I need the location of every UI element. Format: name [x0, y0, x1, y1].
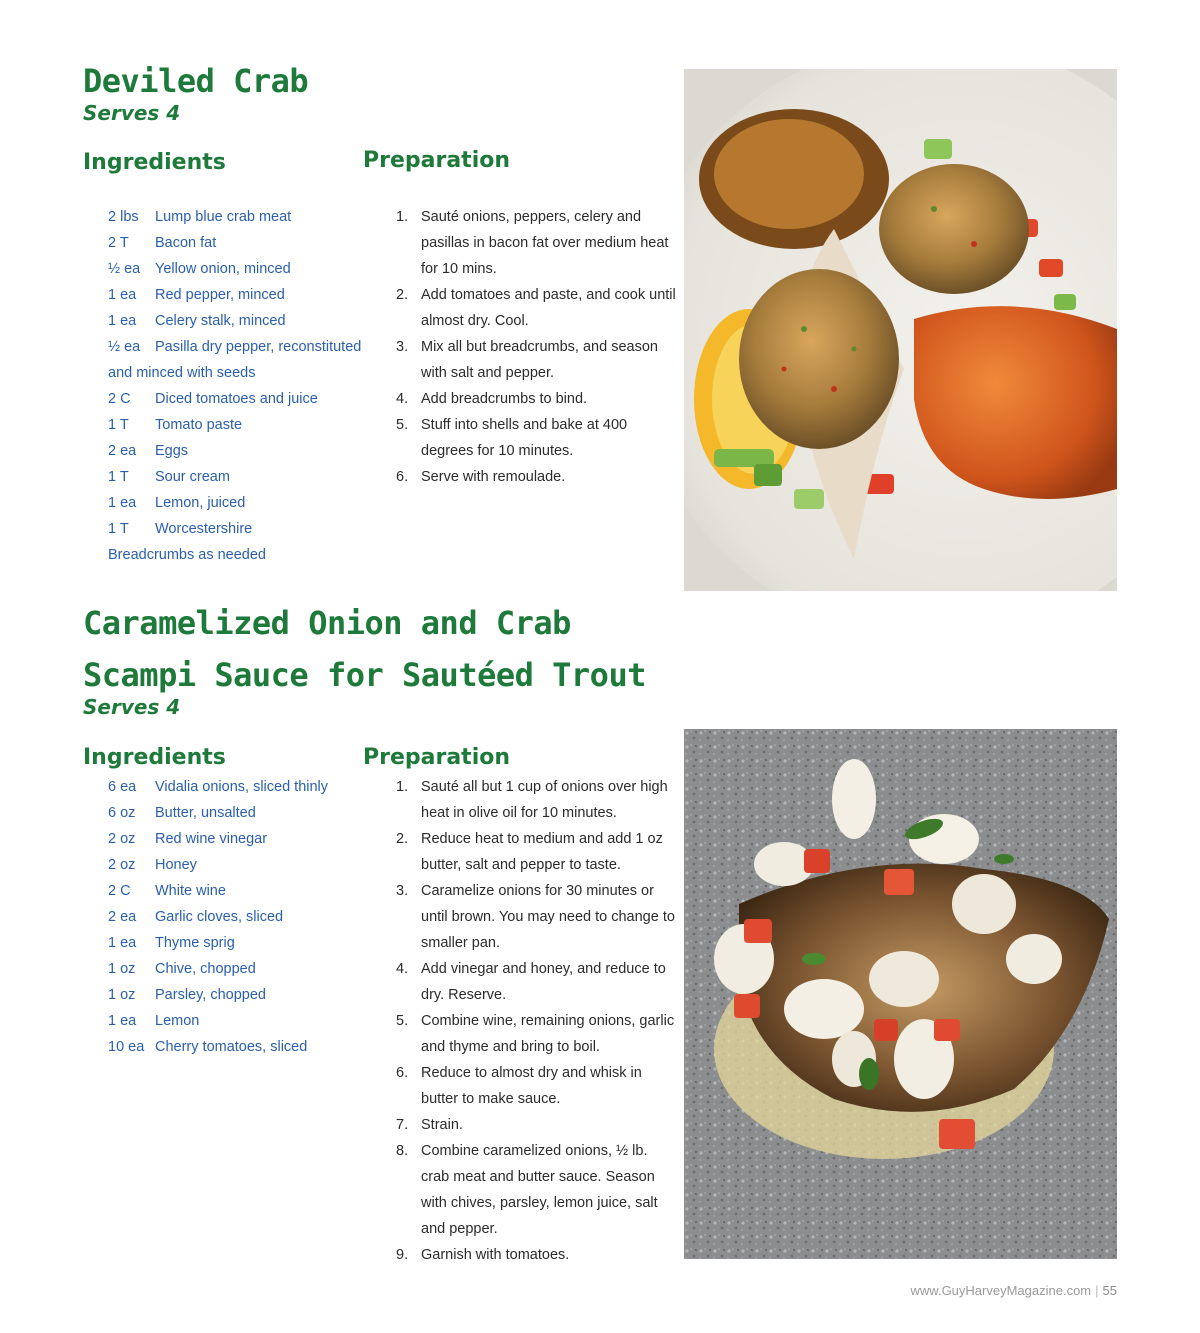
step-number: 8.	[396, 1143, 409, 1159]
step-number: 2.	[396, 287, 409, 303]
step-text: Add vinegar and honey, and reduce to dry. Reserve.	[421, 961, 666, 1003]
ingredient-name: Breadcrumbs as needed	[108, 547, 266, 563]
preparation-step	[396, 774, 676, 826]
recipe-title-line-1: Caramelized Onion and Crab	[83, 604, 571, 642]
ingredient-item	[108, 412, 361, 438]
ingredient-name: Worcestershire	[155, 521, 253, 537]
step-number: 5.	[396, 417, 409, 433]
ingredients-heading: Ingredients	[83, 745, 226, 770]
ingredient-item	[108, 800, 328, 826]
footer-url: www.GuyHarveyMagazine.com	[910, 1283, 1092, 1298]
ingredient-quantity: ½ ea	[108, 261, 141, 277]
preparation-step	[396, 412, 676, 464]
preparation-step	[396, 204, 676, 282]
step-text: Stuff into shells and bake at 400 degrees for 10 minutes.	[421, 417, 628, 459]
ingredient-quantity: 2 C	[108, 883, 131, 899]
step-text: Reduce heat to medium and add 1 oz butter, salt and pepper to taste.	[421, 831, 663, 873]
ingredients-heading: Ingredients	[83, 150, 226, 175]
step-number: 2.	[396, 831, 409, 847]
ingredient-item	[108, 230, 361, 256]
ingredient-name: and minced with seeds	[108, 365, 256, 381]
step-number: 6.	[396, 469, 409, 485]
step-text: Caramelize onions for 30 minutes or until brown. You may need to change to smaller pan.	[421, 883, 675, 951]
ingredient-quantity: 2 T	[108, 235, 129, 251]
ingredient-item	[108, 956, 328, 982]
serves-label: Serves 4	[83, 101, 181, 125]
ingredient-name: Sour cream	[155, 469, 230, 485]
ingredient-name: Celery stalk, minced	[155, 313, 286, 329]
serves-label: Serves 4	[83, 695, 181, 719]
step-text: Add breadcrumbs to bind.	[421, 391, 588, 407]
ingredient-name: Garlic cloves, sliced	[155, 909, 284, 925]
ingredient-name: Cherry tomatoes, sliced	[155, 1039, 308, 1055]
preparation-step	[396, 1112, 676, 1138]
step-number: 4.	[396, 391, 409, 407]
footer-separator: |	[1095, 1283, 1099, 1298]
ingredient-name: Parsley, chopped	[155, 987, 266, 1003]
ingredient-item	[108, 878, 328, 904]
ingredient-name: Vidalia onions, sliced thinly	[155, 779, 329, 795]
ingredient-quantity: 1 oz	[108, 961, 136, 977]
step-number: 1.	[396, 779, 409, 795]
step-number: 7.	[396, 1117, 409, 1133]
ingredient-item	[108, 256, 361, 282]
ingredient-name: Pasilla dry pepper, reconstituted	[155, 339, 362, 355]
ingredient-name: Thyme sprig	[155, 935, 235, 951]
ingredient-item	[108, 438, 361, 464]
preparation-step	[396, 282, 676, 334]
ingredient-item	[108, 826, 328, 852]
step-text: Combine wine, remaining onions, garlic and thyme and bring to boil.	[421, 1013, 675, 1055]
ingredient-quantity: ½ ea	[108, 339, 141, 355]
step-text: Strain.	[421, 1117, 463, 1133]
step-number: 3.	[396, 339, 409, 355]
ingredient-name: Lemon, juiced	[155, 495, 246, 511]
preparation-step	[396, 956, 676, 1008]
ingredient-item	[108, 464, 361, 490]
step-text: Mix all but breadcrumbs, and season with salt and pepper.	[421, 339, 658, 381]
ingredient-item	[108, 516, 361, 542]
ingredient-quantity: 1 T	[108, 469, 129, 485]
step-text: Sauté onions, peppers, celery and pasillas in bacon fat over medium heat for 10 mins.	[421, 209, 669, 277]
ingredient-item	[108, 308, 361, 334]
step-number: 6.	[396, 1065, 409, 1081]
ingredient-name: White wine	[155, 883, 226, 899]
ingredient-name: Lemon	[155, 1013, 200, 1029]
step-number: 5.	[396, 1013, 409, 1029]
ingredient-quantity: 1 T	[108, 417, 129, 433]
page-number: 55	[1102, 1283, 1117, 1298]
ingredient-quantity: 2 ea	[108, 443, 137, 459]
ingredient-quantity: 2 ea	[108, 909, 137, 925]
ingredient-quantity: 1 ea	[108, 495, 137, 511]
preparation-heading: Preparation	[363, 148, 511, 173]
preparation-steps	[396, 204, 676, 490]
preparation-step	[396, 386, 676, 412]
ingredient-name: Lump blue crab meat	[155, 209, 292, 225]
ingredient-item	[108, 982, 328, 1008]
deviled-crab-photo	[684, 69, 1117, 591]
ingredient-name: Honey	[155, 857, 197, 873]
ingredient-item	[108, 542, 361, 568]
preparation-step	[396, 878, 676, 956]
step-number: 9.	[396, 1247, 409, 1263]
preparation-step	[396, 1138, 676, 1242]
ingredient-item	[108, 282, 361, 308]
ingredient-list	[108, 204, 361, 568]
crab-scampi-trout-photo	[684, 729, 1117, 1259]
ingredient-name: Eggs	[155, 443, 189, 459]
preparation-step	[396, 1060, 676, 1112]
preparation-steps	[396, 774, 676, 1268]
ingredient-quantity: 1 ea	[108, 1013, 137, 1029]
preparation-step	[396, 334, 676, 386]
step-number: 1.	[396, 209, 409, 225]
recipe-title-line-2: Scampi Sauce for Sautéed Trout	[83, 656, 646, 694]
ingredient-quantity: 2 oz	[108, 857, 136, 873]
preparation-heading: Preparation	[363, 745, 511, 770]
step-number: 3.	[396, 883, 409, 899]
step-text: Serve with remoulade.	[421, 469, 566, 485]
ingredient-list	[108, 774, 328, 1060]
ingredient-quantity: 1 oz	[108, 987, 136, 1003]
ingredient-quantity: 10 ea	[108, 1039, 145, 1055]
ingredient-quantity: 1 ea	[108, 935, 137, 951]
ingredient-name: Chive, chopped	[155, 961, 256, 977]
ingredient-quantity: 2 oz	[108, 831, 136, 847]
ingredient-quantity: 2 lbs	[108, 209, 139, 225]
step-text: Sauté all but 1 cup of onions over high heat in olive oil for 10 minutes.	[421, 779, 668, 821]
ingredient-item	[108, 1008, 328, 1034]
ingredient-item	[108, 904, 328, 930]
ingredient-name: Butter, unsalted	[155, 805, 256, 821]
preparation-step	[396, 1008, 676, 1060]
preparation-step	[396, 464, 676, 490]
ingredient-quantity: 2 C	[108, 391, 131, 407]
page-footer	[911, 1283, 1117, 1298]
ingredient-name: Red pepper, minced	[155, 287, 285, 303]
ingredient-item	[108, 1034, 328, 1060]
step-number: 4.	[396, 961, 409, 977]
ingredient-quantity: 1 ea	[108, 287, 137, 303]
ingredient-name: Tomato paste	[155, 417, 243, 433]
ingredient-name: Yellow onion, minced	[155, 261, 291, 277]
ingredient-item	[108, 930, 328, 956]
ingredient-item	[108, 360, 361, 386]
ingredient-name: Diced tomatoes and juice	[155, 391, 318, 407]
ingredient-quantity: 1 ea	[108, 313, 137, 329]
step-text: Combine caramelized onions, ½ lb. crab meat and butter sauce. Season with chives, parsley, lemon juice, salt and pepper.	[421, 1143, 658, 1237]
ingredient-item	[108, 204, 361, 230]
ingredient-item	[108, 774, 328, 800]
preparation-step	[396, 826, 676, 878]
ingredient-item	[108, 334, 361, 360]
ingredient-name: Red wine vinegar	[155, 831, 268, 847]
step-text: Garnish with tomatoes.	[421, 1247, 570, 1263]
ingredient-item	[108, 490, 361, 516]
step-text: Reduce to almost dry and whisk in butter to make sauce.	[421, 1065, 642, 1107]
recipe-title-deviled-crab: Deviled Crab	[83, 62, 309, 100]
ingredient-name: Bacon fat	[155, 235, 217, 251]
step-text: Add tomatoes and paste, and cook until almost dry. Cool.	[421, 287, 676, 329]
ingredient-quantity: 1 T	[108, 521, 129, 537]
preparation-step	[396, 1242, 676, 1268]
ingredient-item	[108, 852, 328, 878]
ingredient-quantity: 6 oz	[108, 805, 136, 821]
ingredient-item	[108, 386, 361, 412]
ingredient-quantity: 6 ea	[108, 779, 137, 795]
